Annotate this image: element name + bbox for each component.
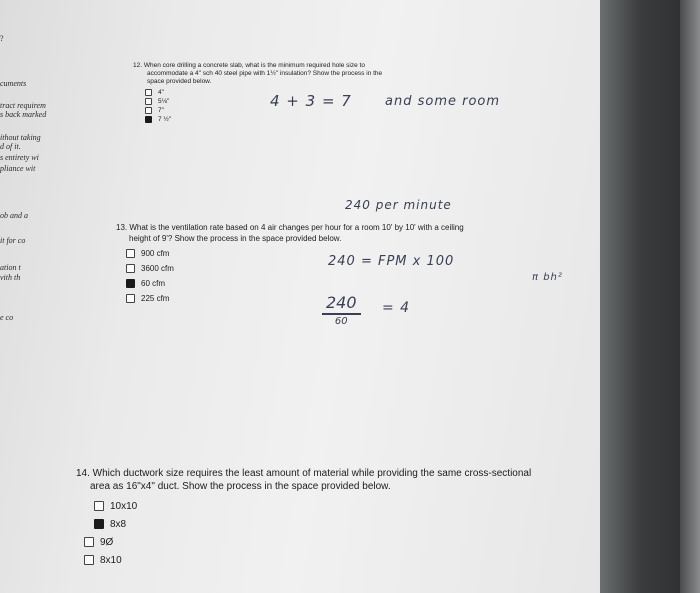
gutter-line: pliance wit [0, 164, 36, 173]
checkbox-icon[interactable] [84, 537, 94, 547]
checked-checkbox-icon[interactable] [94, 519, 104, 529]
question-12-option[interactable]: 7 ½" [133, 115, 493, 124]
question-14-option[interactable]: 10x10 [76, 497, 612, 515]
checkbox-icon[interactable] [126, 249, 135, 258]
gutter-line: cuments [0, 79, 27, 88]
gutter-line: vith th [0, 273, 21, 282]
checkbox-icon[interactable] [145, 107, 152, 114]
handwritten-fraction [322, 293, 361, 327]
checkbox-icon[interactable] [84, 555, 94, 565]
question-14-option[interactable]: 8x10 [76, 551, 612, 569]
handwritten-q13-formula: π bh² [532, 272, 563, 283]
handwritten-q13-header: 240 per minute [345, 198, 452, 212]
fraction-bar [322, 313, 361, 315]
gutter-line: ob and a [0, 211, 28, 220]
question-14 [76, 467, 612, 569]
question-14-prompt: area as 16"x4" duct. Show the process in the space provided below. [90, 481, 391, 492]
question-12-prompt: 12. When core drilling a concrete slab, what is the minimum required hole size to [133, 62, 365, 69]
left-page-fragment [0, 0, 70, 593]
gutter-line: ation t [0, 263, 21, 272]
question-14-option[interactable]: 8x8 [76, 515, 612, 533]
fraction-numerator: 240 [326, 293, 357, 312]
gutter-line: s back marked [0, 110, 47, 119]
gutter-line: s entirety wi [0, 153, 39, 162]
checkbox-icon[interactable] [126, 264, 135, 273]
question-13-prompt: 13. What is the ventilation rate based on 4 air changes per hour for a room 10' by 10' with a ceiling [116, 223, 464, 232]
handwritten-fraction-result: = 4 [382, 300, 411, 316]
gutter-line: tract requirem [0, 101, 46, 110]
gutter-line: d of it. [0, 142, 21, 151]
question-14-prompt: 14. Which ductwork size requires the least amount of material while providing the same cross-sectional [76, 468, 532, 479]
table-edge-highlight [680, 0, 700, 593]
question-13-option[interactable]: 900 cfm [116, 246, 556, 261]
handwritten-q12-note: and some room [385, 94, 501, 109]
question-14-option[interactable]: 9Ø [76, 533, 612, 551]
gutter-line: it for co [0, 236, 26, 245]
handwritten-q12-work: 4 + 3 = 7 [270, 92, 352, 110]
question-12-option[interactable]: 4" [133, 88, 493, 97]
checkbox-icon[interactable] [145, 89, 152, 96]
gutter-line: e co [0, 313, 14, 322]
question-12-option[interactable]: 7" [133, 106, 493, 115]
handwritten-q13-equation: 240 = FPM x 100 [328, 254, 455, 269]
checked-checkbox-icon[interactable] [126, 279, 135, 288]
question-13-prompt: height of 9'? Show the process in the space provided below. [129, 234, 342, 243]
question-12-prompt: accommodate a 4" sch 40 steel pipe with 1½" insulation? Show the process in the [147, 70, 383, 77]
gutter-line: ithout taking [0, 133, 41, 142]
checkbox-icon[interactable] [94, 501, 104, 511]
checked-checkbox-icon[interactable] [145, 116, 152, 123]
gutter-line: ? [0, 34, 4, 43]
checkbox-icon[interactable] [145, 98, 152, 105]
question-13-option[interactable]: 3600 cfm [116, 261, 556, 276]
checkbox-icon[interactable] [126, 294, 135, 303]
question-12-option[interactable]: 5⅛" [133, 97, 493, 106]
question-12-prompt: space provided below. [147, 78, 212, 85]
question-13-option[interactable]: 60 cfm [116, 276, 556, 291]
question-13-option[interactable]: 225 cfm [116, 291, 556, 306]
fraction-denominator: 60 [334, 315, 348, 327]
